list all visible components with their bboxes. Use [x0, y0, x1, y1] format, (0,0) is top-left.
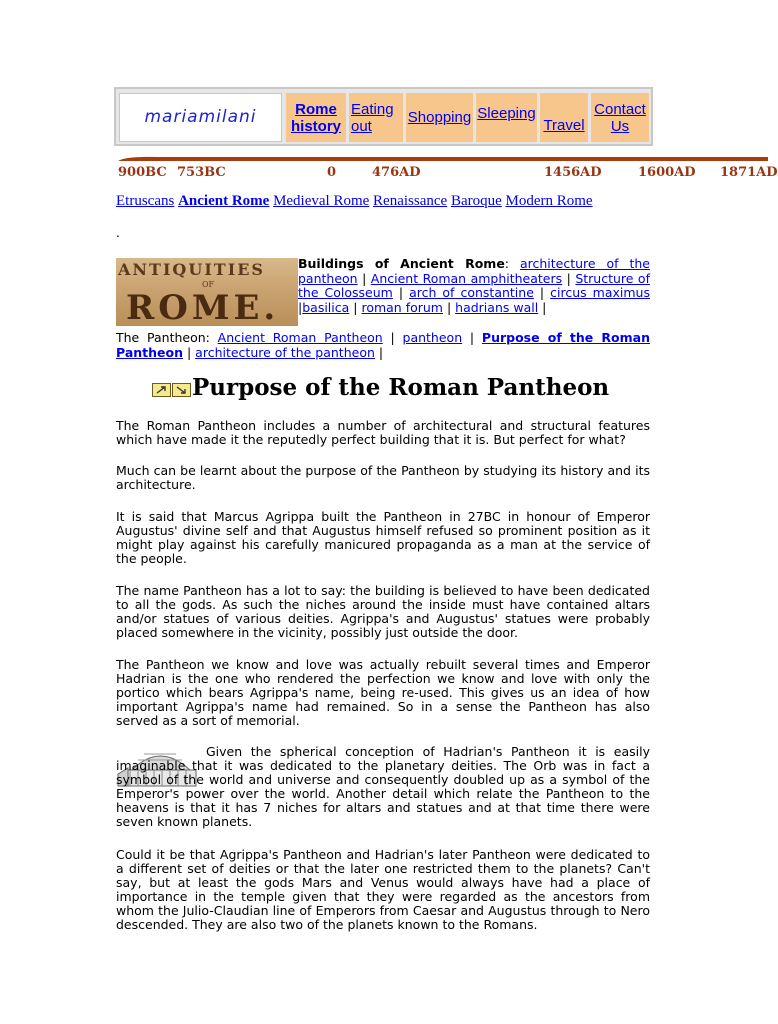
era-link-ancient-rome[interactable]: Ancient Rome [178, 193, 270, 209]
timeline-date[interactable]: 0 [327, 165, 337, 180]
nav-link-contact-us[interactable]: Contact Us [594, 100, 646, 135]
article-paragraph: Given the spherical conception of Hadrian's Pantheon it is easily imaginable that it was dedicated to the planetary deities. The Orb was in fact a symbol of the world and universe and consequently doubled up as a symbol of the Emperor's power over the world. Another detail which relate the Pantheon to the heavens is that it has 7 niches for altars and statues and at that time there were seven known planets. [116, 744, 650, 829]
banner-line-1: ANTIQUITIES [118, 260, 265, 279]
buildings-heading: Buildings of Ancient Rome [298, 256, 505, 271]
nav-cell-sleeping [476, 93, 537, 142]
nav-link-eating-out[interactable]: Eating out [351, 100, 394, 135]
nav-link-shopping[interactable]: Shopping [407, 109, 472, 126]
timeline-date[interactable]: 1871AD [720, 165, 778, 180]
spacer-dot: . [116, 226, 120, 240]
era-link-baroque[interactable]: Baroque [450, 193, 502, 209]
timeline-date[interactable]: 900BC [118, 165, 167, 180]
page-title: Purpose of the Roman Pantheon [192, 374, 610, 401]
logo-cell[interactable] [119, 93, 282, 142]
link-hadrians-wall[interactable]: hadrians wall [455, 299, 539, 315]
double-arrow-icon [152, 383, 191, 397]
timeline-bar [118, 156, 768, 162]
timeline [0, 165, 778, 183]
nav-link-rome-history[interactable]: Rome history [290, 100, 341, 135]
link-roman-forum[interactable]: roman forum [361, 299, 443, 315]
link-structure-colosseum[interactable]: Structure of the Colosseum [298, 270, 650, 300]
link-circus-maximus[interactable]: circus maximus [550, 285, 650, 300]
article-paragraph: Much can be learnt about the purpose of the Pantheon by studying its history and its architecture. [116, 463, 650, 492]
timeline-date[interactable]: 1456AD [544, 165, 602, 180]
era-link-modern-rome[interactable]: Modern Rome [505, 193, 593, 209]
link-basilica[interactable]: basilica [302, 299, 350, 315]
nav-cell-eating-out [349, 93, 403, 142]
nav-link-sleeping[interactable]: Sleeping [477, 105, 536, 122]
buildings-links: Buildings of Ancient Rome: architecture of the pantheon | Ancient Roman amphitheaters | Structure of the Colosseum | arch of constantine | circus maximus |basilica | roman forum | hadrians wall | [298, 256, 650, 315]
banner-line-3: ROME. [126, 288, 280, 328]
nav-cell-shopping [406, 93, 473, 142]
era-link-etruscans[interactable]: Etruscans [116, 193, 175, 209]
link-ancient-roman-pantheon[interactable]: Ancient Roman Pantheon [217, 330, 383, 345]
nav-cell-contact [591, 93, 649, 142]
antiquities-of-rome-banner [116, 258, 298, 326]
pantheon-links: The Pantheon: Ancient Roman Pantheon | pantheon | Purpose of the Roman Pantheon | architecture of the pantheon | [116, 330, 651, 360]
link-architecture-of-the-pantheon-2[interactable]: architecture of the pantheon [195, 344, 375, 360]
era-link-medieval-rome[interactable]: Medieval Rome [273, 193, 370, 209]
link-amphitheaters[interactable]: Ancient Roman amphitheaters [370, 270, 563, 286]
link-purpose-of-the-roman-pantheon[interactable]: Purpose of the Roman Pantheon [116, 330, 651, 360]
article-paragraph: It is said that Marcus Agrippa built the Pantheon in 27BC in honour of Emperor Augustus' divine self and that Augustus himself refused so prominent position as it might play against his carefully manicured propaganda as a man at the service of the people. [116, 509, 650, 566]
era-link-renaissance[interactable]: Renaissance [373, 193, 448, 209]
article-paragraph: The Pantheon we know and love was actually rebuilt several times and Emperor Hadrian is the one who rendered the perfection we know and love with only the portico which bears Agrippa's name, being re-used. This gives us an idea of how important Agrippa's name had remained. So in a sense the Pantheon has also served as a sort of memorial. [116, 657, 650, 728]
timeline-date[interactable]: 753BC [177, 165, 226, 180]
nav-cell-rome-history [286, 93, 346, 142]
link-pantheon[interactable]: pantheon [402, 330, 463, 345]
link-architecture-of-the-pantheon[interactable]: architecture of the pantheon [298, 256, 650, 286]
era-links [116, 193, 593, 210]
top-nav-table [114, 87, 653, 146]
link-arch-of-constantine[interactable]: arch of constantine [409, 285, 534, 300]
nav-link-travel[interactable]: Travel [543, 117, 585, 134]
timeline-date[interactable]: 476AD [372, 165, 421, 180]
nav-cell-travel [540, 93, 588, 142]
article-paragraph: The Roman Pantheon includes a number of architectural and structural features which have made it the reputedly perfect building that it is. But perfect for what? [116, 418, 650, 447]
article-paragraph: The name Pantheon has a lot to say: the building is believed to have been dedicated to all the gods. As such the niches around the inside must have contained altars and/or statues of various deities. Agrippa's and Augustus' statues were probably placed somewhere in the vicinity, possibly just outside the door. [116, 583, 650, 640]
banner-line-2: OF [202, 280, 215, 289]
timeline-date[interactable]: 1600AD [638, 165, 696, 180]
article-paragraph: Could it be that Agrippa's Pantheon and Hadrian's later Pantheon were dedicated to a different set of deities or that the later one restricted them to the planets? Can't say, but at least the gods Mars and Venus would always have had a place of importance in the temple given that they were regarded as the ancestors from whom the Julio-Claudian line of Emperors from Caesar and Augustus through to Nero descended. They are also two of the planets known to the Romans. [116, 847, 650, 932]
site-logo[interactable]: mariamilani [144, 107, 257, 127]
pantheon-links-prefix: The Pantheon: [116, 330, 210, 345]
